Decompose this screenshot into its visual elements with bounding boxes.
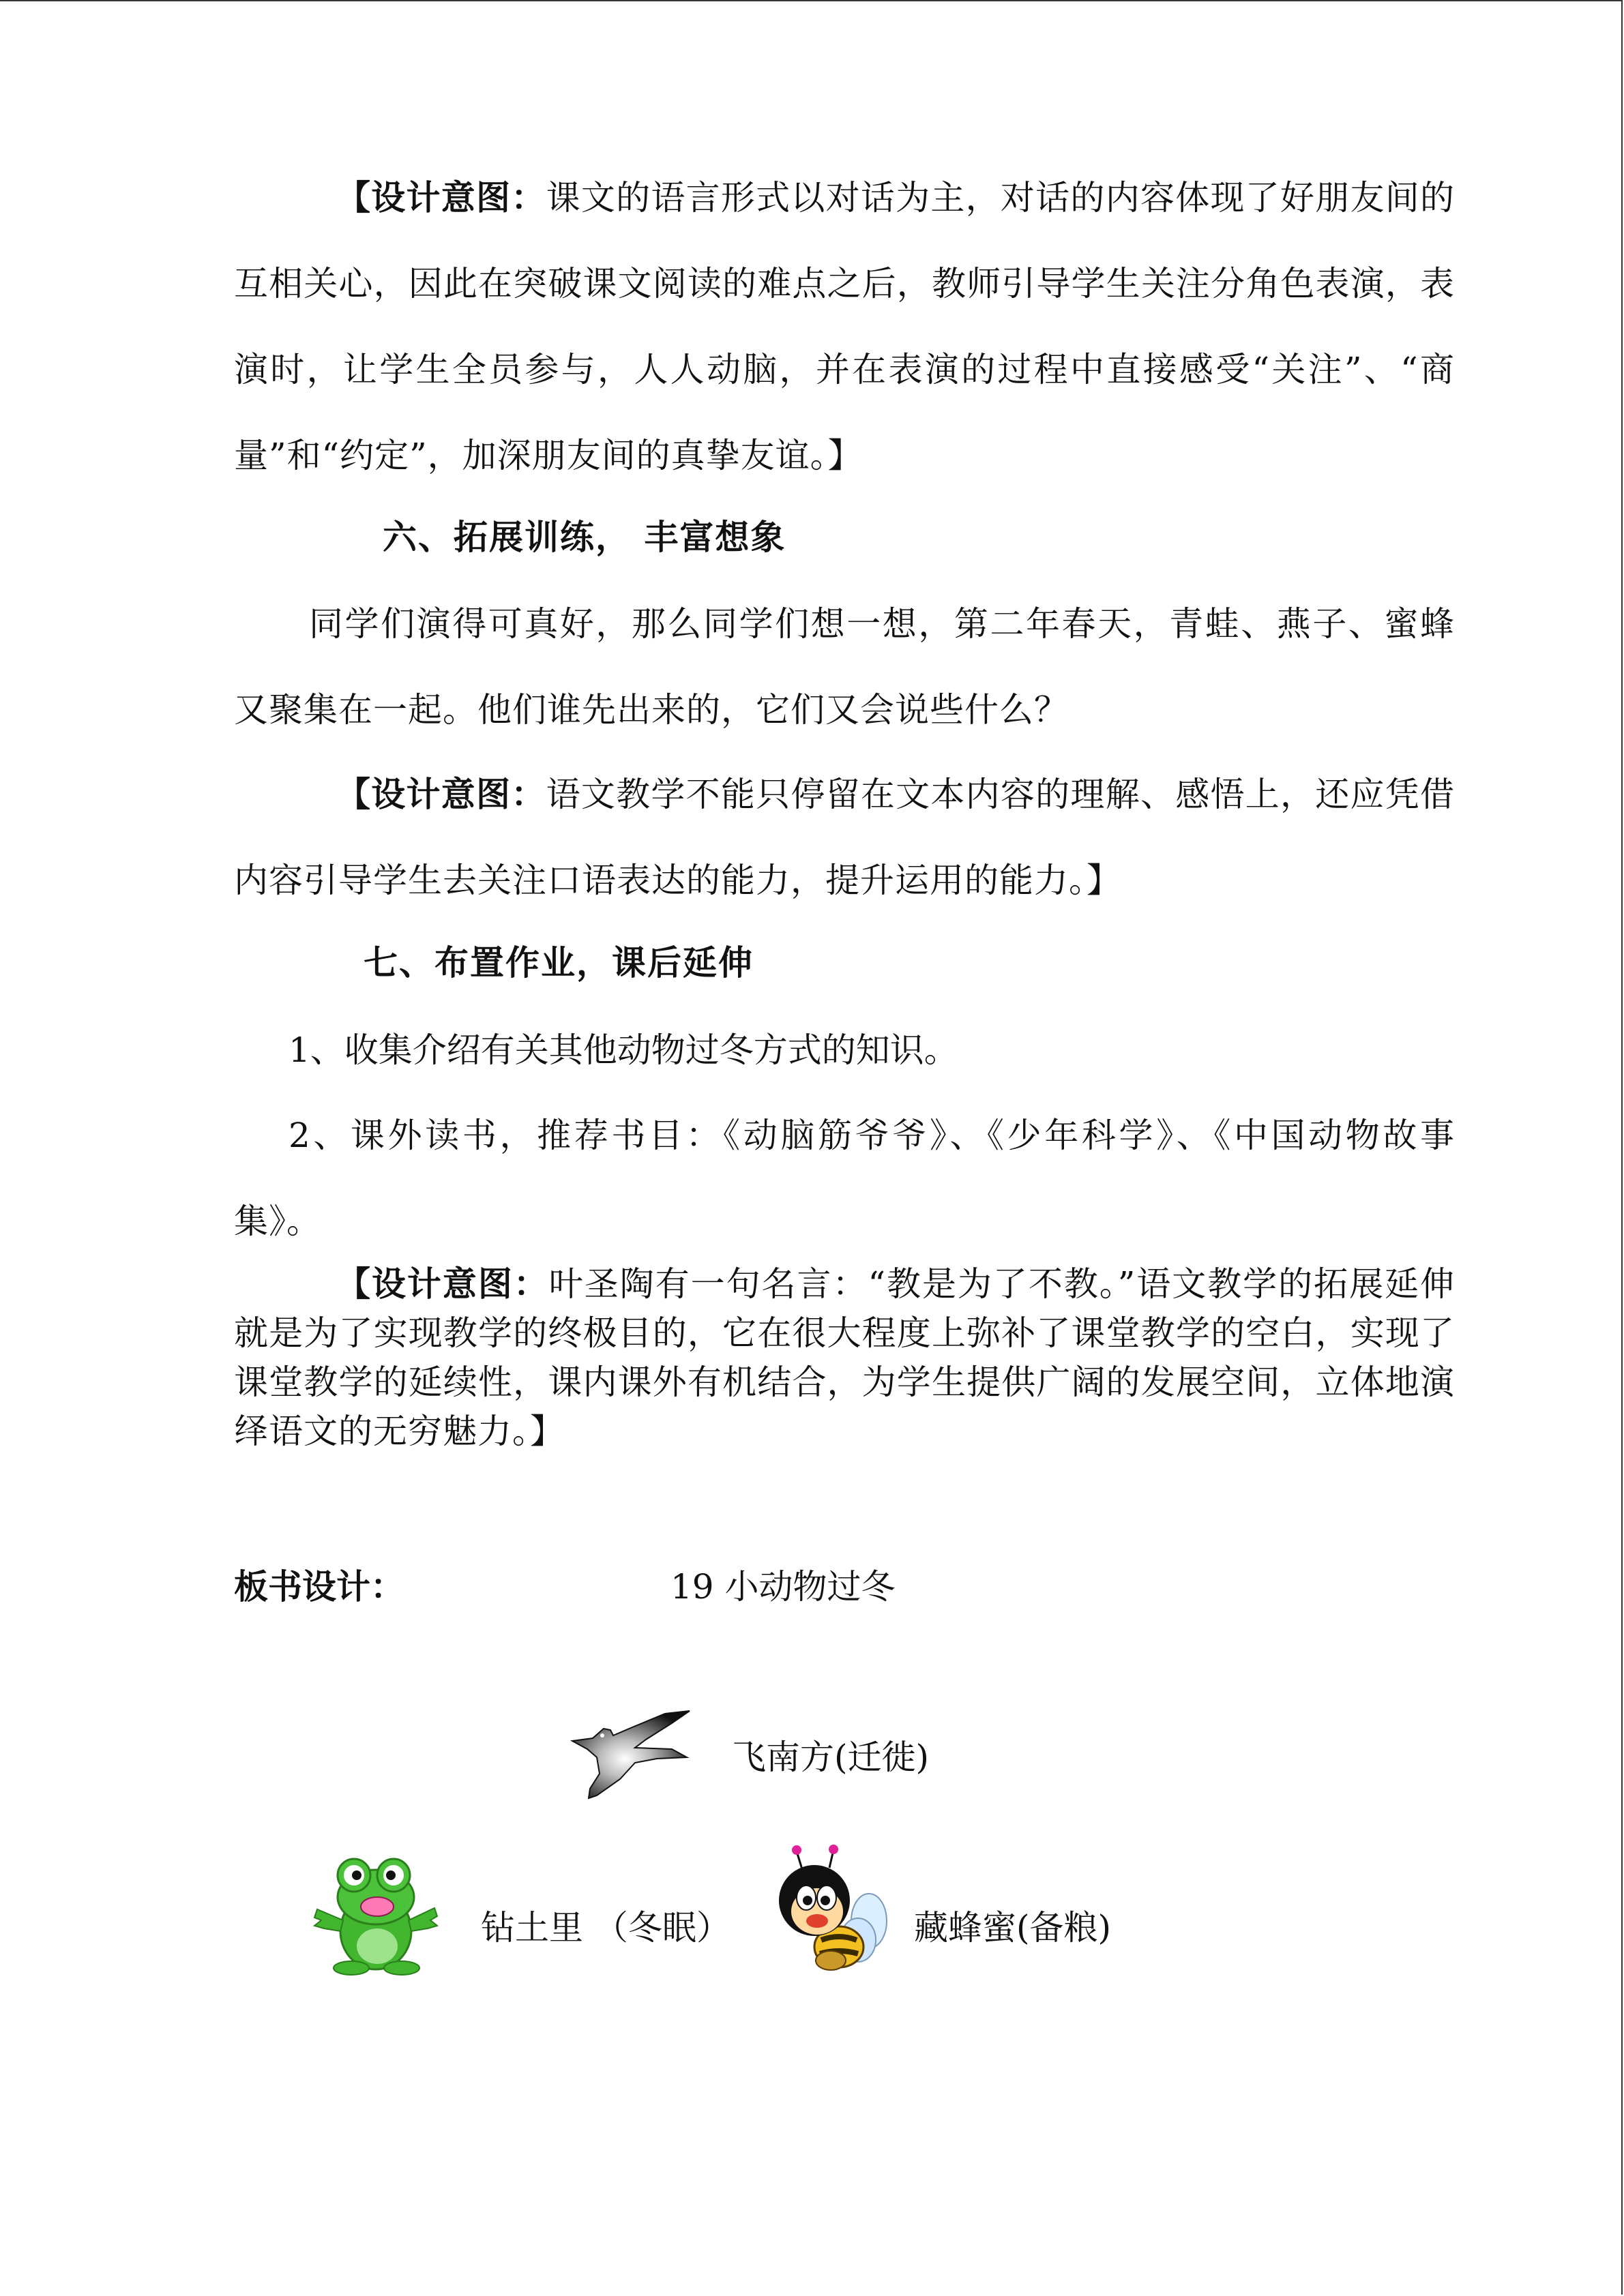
design-intent-label: 【设计意图： (336, 1264, 549, 1304)
design-intent-text: 叶圣陶有一句名言：“教是为了不教。”语文教学的拓展延伸就是为了实现教学的终极目的，它在很大程度上弥补了课堂教学的空白，实现了课堂教学的延续性，课内课外有机结合，为学生提供广阔的发展空间，立体地演绎语文的无穷魅力。】 (234, 1264, 1456, 1451)
section-heading-7: 七、布置作业，课后延伸 (364, 942, 754, 983)
design-intent-text: 课文的语言形式以对话为主，对话的内容体现了好朋友间的互相关心，因此在突破课文阅读的难点之后，教师引导学生关注分角色表演，表演时，让学生全员参与，人人动脑，并在表演的过程中直接感受“关注”、“商量”和“约定”，加深朋友间的真挚友谊。】 (234, 178, 1456, 475)
frog-caption: 钻土里 （冬眠） (481, 1908, 730, 1948)
design-intent-label: 【设计意图： (336, 177, 546, 218)
paragraph-imagination: 同学们演得可真好，那么同学们想一想，第二年春天，青蛙、燕子、蜜蜂又聚集在一起。他们谁先出来的，它们又会说些什么？ (234, 604, 1455, 730)
bee-icon (763, 1845, 892, 1974)
board-design-title: 19 小动物过冬 (670, 1567, 896, 1607)
design-intent-text: 语文教学不能只停留在文本内容的理解、感悟上，还应凭借内容引导学生去关注口语表达的能力，提升运用的能力。】 (234, 775, 1456, 900)
swallow-caption: 飞南方(迁徙) (732, 1738, 930, 1777)
design-intent-label: 【设计意图： (336, 774, 546, 814)
homework-item-2: 2、课外读书，推荐书目：《动脑筋爷爷》、《少年科学》、《中国动物故事集》。 (234, 1116, 1455, 1241)
section-heading-6: 六、拓展训练， 丰富想象 (383, 517, 786, 557)
board-design-label: 板书设计： (234, 1566, 404, 1607)
design-intent-1 (234, 155, 1455, 498)
bee-caption: 藏蜂蜜(备粮) (914, 1908, 1112, 1948)
design-intent-2 (234, 751, 1455, 923)
design-intent-3 (234, 1259, 1455, 1456)
homework-item-1: 1、收集介绍有关其他动物过冬方式的知识。 (289, 1030, 958, 1070)
swallow-icon (570, 1708, 692, 1804)
frog-icon (310, 1855, 440, 1978)
